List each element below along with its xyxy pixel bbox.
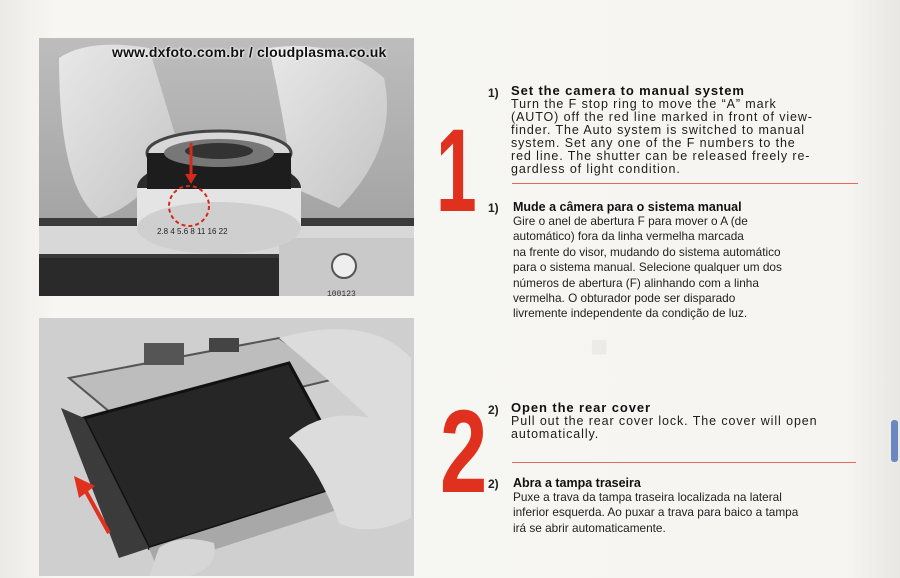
text-line: red line. The shutter can be released freely re- [511, 149, 811, 163]
step1-en-title: Set the camera to manual system [511, 83, 745, 98]
step1-english [488, 83, 868, 176]
step2-en-marker: 2) [488, 403, 499, 417]
divider-rule-2 [512, 462, 856, 463]
bleed-through-decoration: ■ [590, 330, 612, 363]
photo-lens-ring [39, 38, 414, 296]
divider-rule-1 [512, 183, 858, 184]
step2-english [488, 400, 868, 441]
text-line: automático) fora da linha vermelha marcada [513, 229, 744, 244]
text-line: inferior esquerda. Ao puxar a trava para baico a tampa [513, 505, 799, 520]
text-line: Gire o anel de abertura F para mover o A (de [513, 214, 748, 228]
text-line: system. Set any one of the F numbers to the [511, 136, 796, 150]
serial-number: 100123 [327, 290, 356, 296]
step2-pt-title: Abra a tampa traseira [513, 476, 641, 490]
text-line: irá se abrir automaticamente. [513, 520, 666, 535]
text-line: números de abertura (F) alinhando com a linha [513, 275, 759, 290]
lens-ring-illustration [39, 38, 414, 296]
step-number-2: 2 [440, 386, 488, 518]
text-line: para o sistema manual. Selecione qualquer um dos [513, 260, 782, 275]
watermark: www.dxfoto.com.br / cloudplasma.co.uk [112, 44, 387, 60]
step2-en-body [511, 415, 868, 441]
text-line: na frente do visor, mudando do sistema automático [513, 244, 781, 259]
step-number-1: 1 [436, 105, 477, 237]
step2-pt-marker: 2) [488, 477, 499, 491]
page-edge-tab [891, 420, 898, 462]
text-line: (AUTO) off the red line marked in front of view- [511, 110, 813, 124]
text-line: Puxe a trava da tampa traseira localizada na lateral [513, 490, 782, 504]
text-line: vermelha. O obturador pode ser disparado [513, 291, 736, 306]
step2-en-title: Open the rear cover [511, 400, 651, 415]
text-line: automatically. [511, 427, 600, 441]
text-line: finder. The Auto system is switched to manual [511, 123, 805, 137]
photo-rear-cover [39, 318, 414, 576]
step1-en-body [511, 98, 868, 176]
step1-pt-marker: 1) [488, 201, 499, 215]
step2-pt-body [513, 490, 868, 536]
text-line: Pull out the rear cover lock. The cover will open [511, 414, 818, 428]
rear-cover-illustration [39, 318, 414, 576]
step1-pt-title: Mude a câmera para o sistema manual [513, 200, 742, 214]
text-line: gardless of light condition. [511, 162, 681, 176]
text-line: Turn the F stop ring to move the “A” mark [511, 97, 777, 111]
text-line: livremente independente da condição de luz. [513, 306, 748, 321]
step2-portuguese [488, 476, 868, 536]
step1-en-marker: 1) [488, 86, 499, 100]
step1-pt-body [513, 214, 868, 322]
step1-portuguese [488, 200, 868, 322]
lens-scale-text: 2.8 4 5.6 8 11 16 22 [157, 227, 228, 236]
